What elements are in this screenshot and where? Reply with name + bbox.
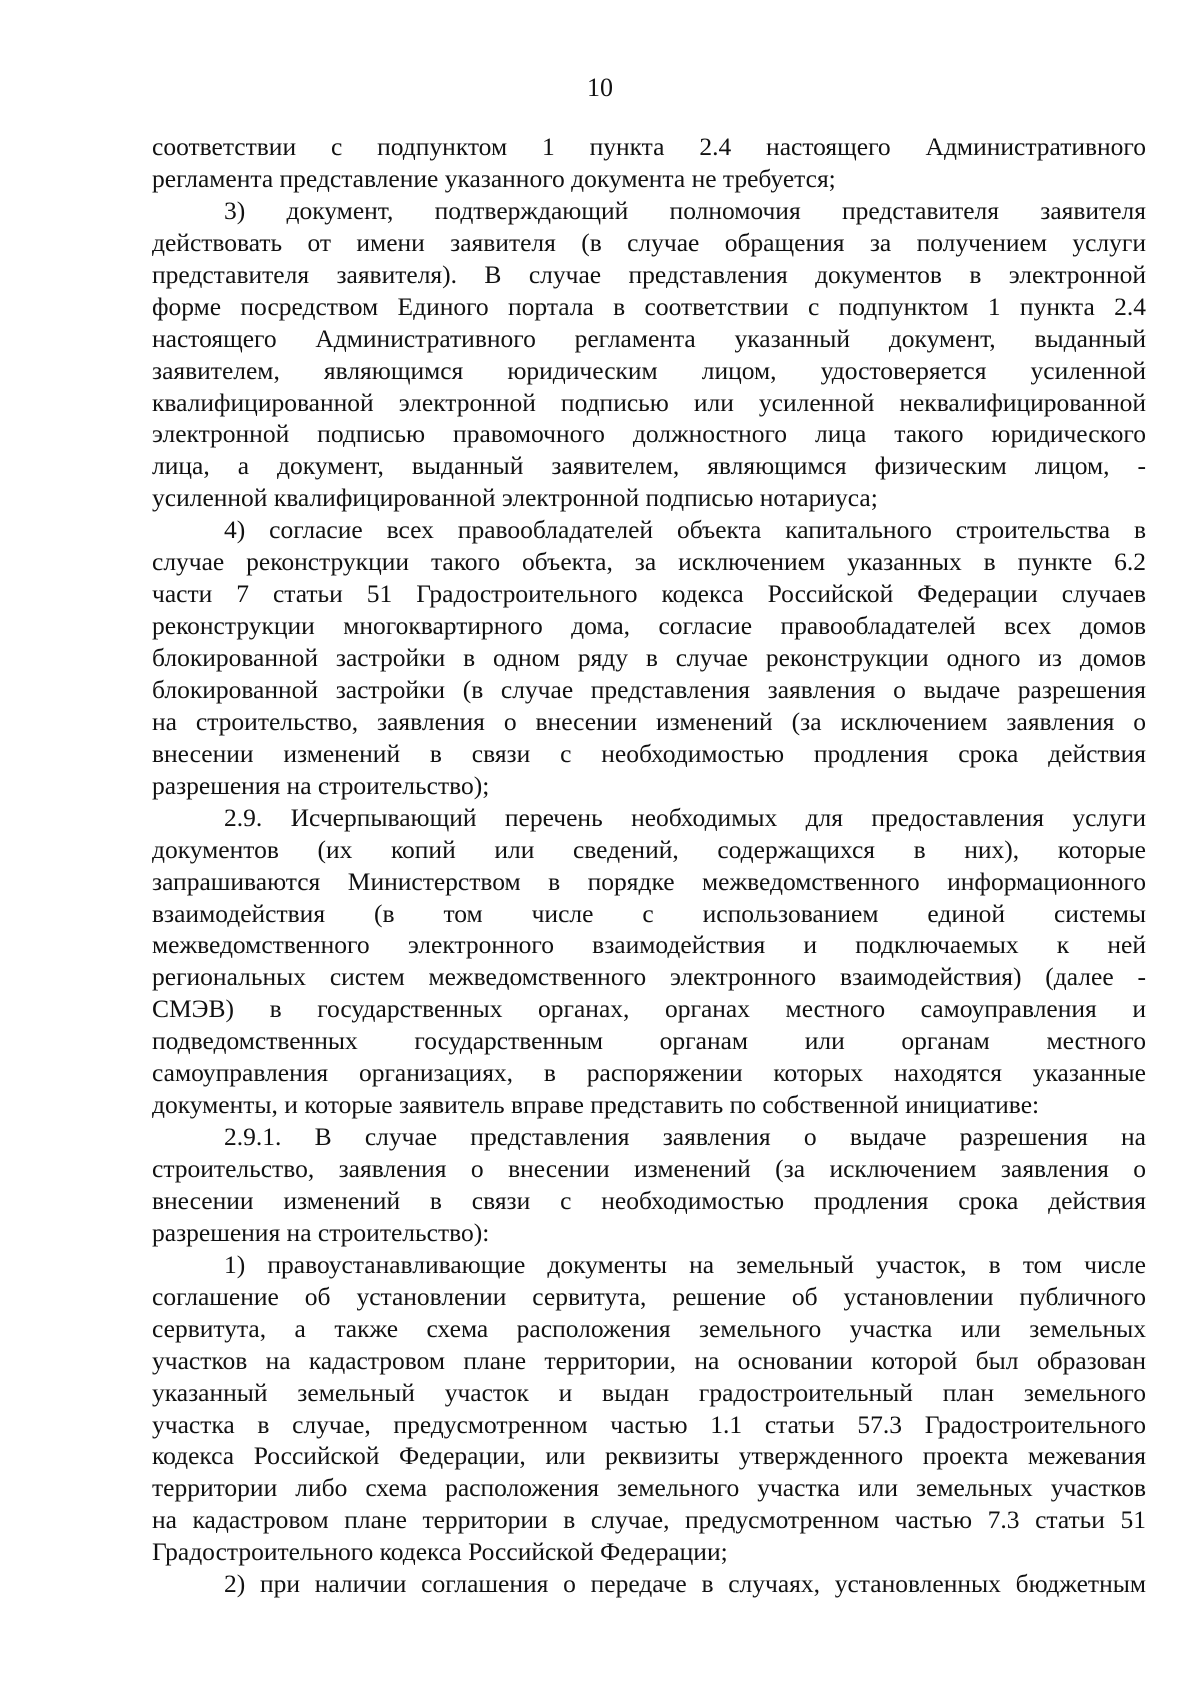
text-line: 2.9. Исчерпывающий перечень необходимых для предоставления услуги	[224, 802, 1146, 832]
text-line: запрашиваются Министерством в порядке межведомственного информационного	[152, 866, 1146, 896]
page-number: 10	[587, 73, 613, 102]
text-line: документы, и которые заявитель вправе представить по собственной инициативе:	[152, 1090, 1040, 1120]
text-line: соглашение об установлении сервитута, решение об установлении публичного	[152, 1281, 1146, 1311]
text-line: СМЭВ) в государственных органах, органах местного самоуправления и	[152, 994, 1146, 1024]
text-line: представителя заявителя). В случае представления документов в электронной	[152, 259, 1146, 289]
text-line: межведомственного электронного взаимодействия и подключаемых к ней	[152, 930, 1146, 960]
text-line: 2) при наличии соглашения о передаче в случаях, установленных бюджетным	[224, 1569, 1146, 1599]
text-line: указанный земельный участок и выдан градостроительный план земельного	[152, 1377, 1146, 1407]
text-line: Градостроительного кодекса Российской Федерации;	[152, 1537, 728, 1567]
text-line: 3) документ, подтверждающий полномочия представителя заявителя	[224, 195, 1146, 225]
text-line: разрешения на строительство);	[152, 770, 490, 800]
text-line: части 7 статьи 51 Градостроительного кодекса Российской Федерации случаев	[152, 579, 1146, 609]
text-line: внесении изменений в связи с необходимостью продления срока действия	[152, 738, 1146, 768]
text-line: соответствии с подпунктом 1 пункта 2.4 настоящего Административного	[152, 132, 1146, 161]
text-line: самоуправления организациях, в распоряжении которых находятся указанные	[152, 1058, 1146, 1088]
text-line: случае реконструкции такого объекта, за исключением указанных в пункте 6.2	[152, 547, 1146, 577]
text-line: заявителем, являющимся юридическим лицом, удостоверяется усиленной	[152, 355, 1146, 385]
text-line: настоящего Административного регламента указанный документ, выданный	[152, 323, 1146, 353]
text-line: усиленной квалифицированной электронной подписью нотариуса;	[152, 483, 878, 513]
text-line: внесении изменений в связи с необходимостью продления срока действия	[152, 1185, 1146, 1215]
text-line: форме посредством Единого портала в соответствии с подпунктом 1 пункта 2.4	[152, 291, 1146, 321]
text-line: взаимодействия (в том числе с использованием единой системы	[152, 898, 1146, 928]
text-line: подведомственных государственным органам или органам местного	[152, 1026, 1146, 1056]
text-line: действовать от имени заявителя (в случае обращения за получением услуги	[152, 227, 1146, 257]
text-line: 1) правоустанавливающие документы на земельный участок, в том числе	[224, 1249, 1146, 1279]
document-body	[152, 131, 1146, 1600]
text-line: лица, а документ, выданный заявителем, являющимся физическим лицом, -	[152, 451, 1146, 481]
text-line: на строительство, заявления о внесении изменений (за исключением заявления о	[152, 706, 1146, 736]
text-line: участков на кадастровом плане территории, на основании которой был образован	[152, 1345, 1146, 1375]
text-line: сервитута, а также схема расположения земельного участка или земельных	[152, 1313, 1146, 1343]
text-line: блокированной застройки (в случае представления заявления о выдаче разрешения	[152, 674, 1146, 704]
text-line: 4) согласие всех правообладателей объекта капитального строительства в	[224, 515, 1146, 545]
text-line: реконструкции многоквартирного дома, согласие правообладателей всех домов	[152, 611, 1146, 641]
text-line: регламента представление указанного документа не требуется;	[152, 163, 836, 193]
text-line: региональных систем межведомственного электронного взаимодействия) (далее -	[152, 962, 1146, 992]
text-line: разрешения на строительство):	[152, 1217, 490, 1247]
text-line: строительство, заявления о внесении изменений (за исключением заявления о	[152, 1154, 1146, 1183]
text-line: квалифицированной электронной подписью или усиленной неквалифицированной	[152, 387, 1146, 417]
text-line: документов (их копий или сведений, содержащихся в них), которые	[152, 834, 1146, 864]
text-line: на кадастровом плане территории в случае, предусмотренном частью 7.3 статьи 51	[152, 1505, 1146, 1535]
text-line: блокированной застройки в одном ряду в случае реконструкции одного из домов	[152, 643, 1146, 672]
text-line: 2.9.1. В случае представления заявления о выдаче разрешения на	[224, 1122, 1146, 1152]
text-line: кодекса Российской Федерации, или реквизиты утвержденного проекта межевания	[152, 1441, 1146, 1471]
text-line: территории либо схема расположения земельного участка или земельных участков	[152, 1473, 1146, 1503]
text-line: участка в случае, предусмотренном частью 1.1 статьи 57.3 Градостроительного	[152, 1409, 1146, 1439]
text-line: электронной подписью правомочного должностного лица такого юридического	[152, 419, 1146, 449]
